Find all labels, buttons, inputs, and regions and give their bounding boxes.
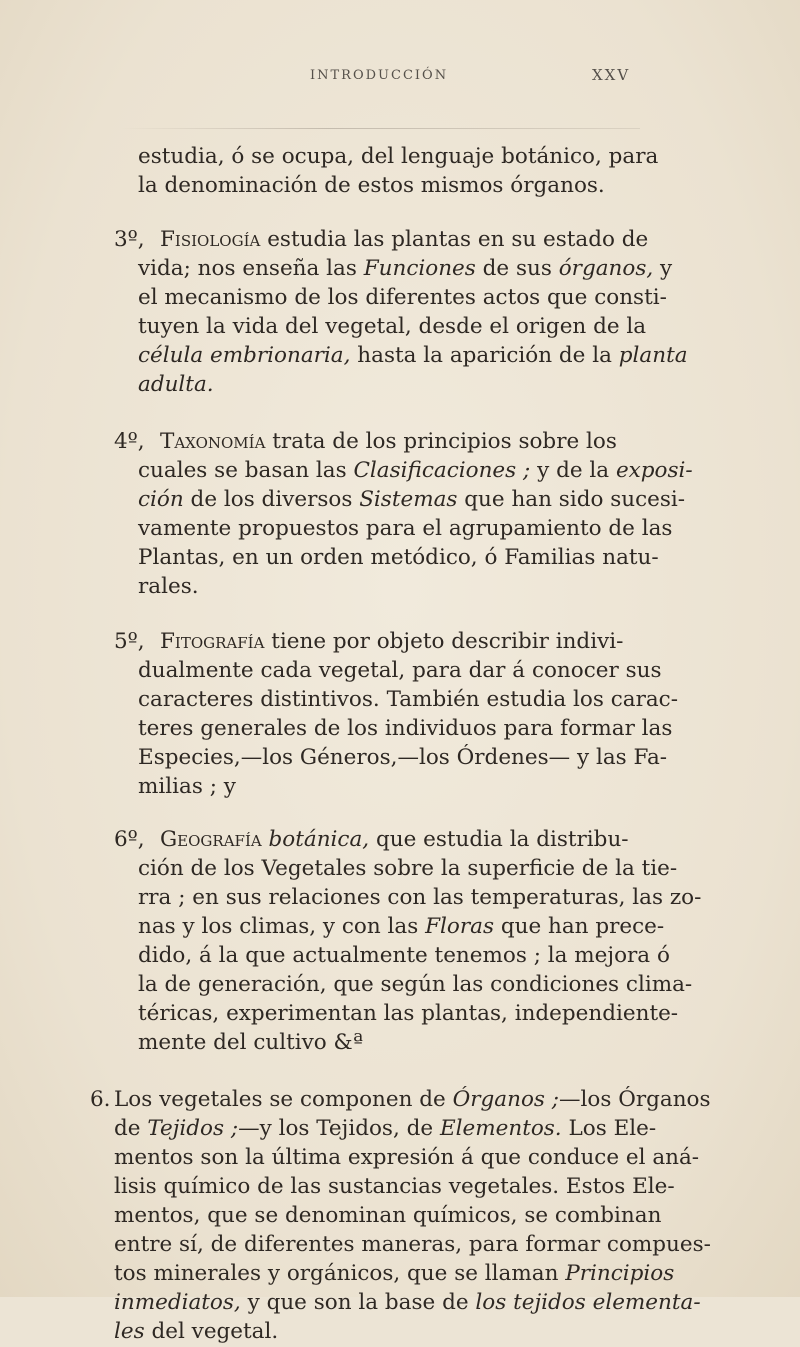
intro-line-1: estudia, ó se ocupa, del lenguaje botánico, para [138,144,659,169]
item-3-line-3: el mecanismo de los diferentes actos que consti- [138,285,667,310]
item-5-line-3: caracteres distintivos. También estudia los carac- [138,687,678,712]
item-6-number: 6º, [114,827,145,852]
paragraph-6-line-8: inmediatos, y que son la base de los tejidos elementa- [114,1290,701,1315]
paragraph-6-line-9: les del vegetal. [114,1319,279,1344]
running-title: INTRODUCCIÓN [310,68,449,83]
paragraph-6-line-6: entre sí, de diferentes maneras, para formar compues- [114,1232,711,1257]
term-fisiologia: Fisiología [160,227,261,252]
item-4-line-1: Taxonomía trata de los principios sobre los [160,429,617,454]
item-4-number: 4º, [114,429,145,454]
item-5-line-1: Fitografía tiene por objeto describir indivi- [160,629,624,654]
item-5-line-4: teres generales de los individuos para formar las [138,716,673,741]
item-5-line-2: dualmente cada vegetal, para dar á conocer sus [138,658,662,683]
item-6-line-1: Geografía botánica, que estudia la distribu- [160,827,629,852]
item-5-line-5: Especies,—los Géneros,—los Órdenes— y las Fa- [138,745,668,770]
item-4-line-2: cuales se basan las Clasificaciones ; y de la exposi- [138,458,693,483]
page-header [0,68,800,92]
item-3-line-1: Fisiología estudia las plantas en su estado de [160,227,649,252]
paragraph-6-line-2: de Tejidos ;—y los Tejidos, de Elementos. Los Ele- [114,1116,657,1141]
page-number: XXV [592,66,631,84]
paragraph-6-line-4: lisis químico de las sustancias vegetales. Estos Ele- [114,1174,675,1199]
paragraph-6-line-7: tos minerales y orgánicos, que se llaman Principios [114,1261,675,1286]
item-3-line-4: tuyen la vida del vegetal, desde el origen de la [138,314,647,339]
intro-line-2: la denominación de estos mismos órganos. [138,173,605,198]
item-4-line-3: ción de los diversos Sistemas que han sido sucesi- [138,487,686,512]
item-6-line-7: téricas, experimentan las plantas, independiente- [138,1001,679,1026]
term-taxonomia: Taxonomía [160,429,266,454]
term-fitografia: Fitografía [160,629,265,654]
header-rule [120,128,640,129]
paragraph-6-line-1: Los vegetales se componen de Órganos ;—los Órganos [114,1087,711,1112]
item-4-line-6: rales. [138,574,199,599]
paragraph-6-line-5: mentos, que se denominan químicos, se combinan [114,1203,662,1228]
item-4-line-5: Plantas, en un orden metódico, ó Familias natu- [138,545,659,570]
item-6-line-2: ción de los Vegetales sobre la superficie de la tie- [138,856,678,881]
item-6-line-8: mente del cultivo &ª [138,1030,363,1055]
term-geografia: Geografía [160,827,262,852]
paragraph-6-number: 6. [90,1087,111,1112]
item-3-number: 3º, [114,227,145,252]
item-5-line-6: milias ; y [138,774,236,799]
item-5-number: 5º, [114,629,145,654]
item-4-line-4: vamente propuestos para el agrupamiento de las [138,516,673,541]
item-3-line-2: vida; nos enseña las Funciones de sus órganos, y [138,256,673,281]
item-3-line-6: adulta. [138,372,214,397]
item-3-line-5: célula embrionaria, hasta la aparición de la planta [138,343,688,368]
item-6-line-5: dido, á la que actualmente tenemos ; la mejora ó [138,943,670,968]
item-6-line-4: nas y los climas, y con las Floras que han prece- [138,914,665,939]
item-6-line-6: la de generación, que según las condiciones clima- [138,972,693,997]
item-6-line-3: rra ; en sus relaciones con las temperaturas, las zo- [138,885,702,910]
paragraph-6-line-3: mentos son la última expresión á que conduce el aná- [114,1145,700,1170]
